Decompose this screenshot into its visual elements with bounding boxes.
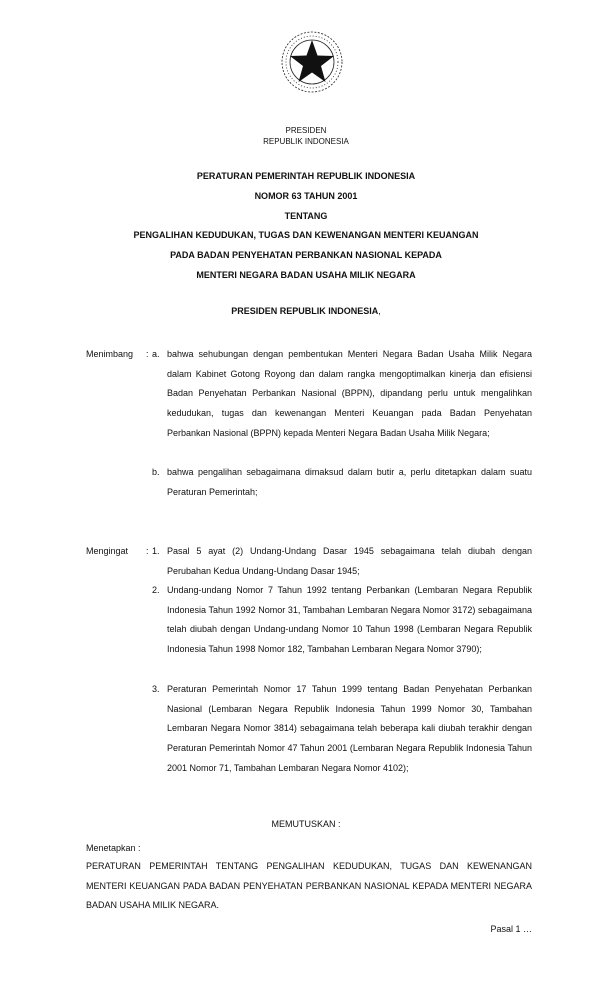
menimbang-label: Menimbang <box>86 349 134 359</box>
title-line: NOMOR 63 TAHUN 2001 <box>254 190 358 201</box>
title-line: PENGALIHAN KEDUDUKAN, TUGAS DAN KEWENANGAN MENTERI KEUANGAN <box>133 230 479 241</box>
title-line: PADA BADAN PENYEHATAN PERBANKAN NASIONAL KEPADA <box>170 250 442 261</box>
document-title <box>0 167 612 286</box>
colon: : <box>146 546 149 556</box>
menetapkan-text: PERATURAN PEMERINTAH TENTANG PENGALIHAN KEDUDUKAN, TUGAS DAN KEWENANGAN MENTERI KEUANGAN PADA BADAN PENYEHATAN PERBANKAN NASIONAL KEPADA MENTERI NEGARA BADAN USAHA MILIK NEGARA. <box>86 861 532 911</box>
item-text: bahwa pengalihan sebagaimana dimaksud dalam butir a, perlu ditetapkan dalam suatu Peraturan Pemerintah; <box>167 467 532 497</box>
colon: : <box>146 349 149 359</box>
mengingat-label: Mengingat <box>86 546 129 556</box>
header-presiden: PRESIDEN <box>285 126 327 135</box>
item-text: bahwa sehubungan dengan pembentukan Menteri Negara Badan Usaha Milik Negara dalam Kabinet Gotong Royong dan dalam rangka mengoptimalkan kinerja dan efisiensi Badan Penyehatan Perbankan Nasional (BPPN), dipandang perlu untuk mengalihkan kedudukan, tugas dan kewenangan Menteri Keuangan pada Badan Penyehatan Perbankan Nasional (BPPN) kepada Menteri Negara Badan Usaha Milik Negara; <box>167 349 532 438</box>
item-marker: 2. <box>152 585 160 595</box>
title-line: MENTERI NEGARA BADAN USAHA MILIK NEGARA <box>196 269 416 280</box>
item-marker: 1. <box>152 546 160 556</box>
list-item <box>152 680 532 779</box>
menetapkan-label: Menetapkan : <box>86 843 141 853</box>
item-marker: b. <box>152 467 160 477</box>
title-line: PERATURAN PEMERINTAH REPUBLIK INDONESIA <box>196 171 416 181</box>
item-text: Pasal 5 ayat (2) Undang-Undang Dasar 1945 sebagaimana telah diubah dengan Perubahan Kedua Undang-Undang Dasar 1945; <box>167 546 532 576</box>
list-item <box>152 542 532 581</box>
list-item <box>152 463 532 502</box>
garuda-emblem <box>277 26 347 102</box>
header-republik: REPUBLIK INDONESIA <box>263 137 349 146</box>
item-marker: a. <box>152 349 160 359</box>
issuer-name: PRESIDEN REPUBLIK INDONESIA <box>231 306 379 316</box>
item-text: Undang-undang Nomor 7 Tahun 1992 tentang Perbankan (Lembaran Negara Republik Indonesia Tahun 1992 Nomor 31, Tambahan Lembaran Negara Nomor 3172) sebagaimana telah diubah dengan Undang-undang Nomor 10 Tahun 1998 (Lembaran Negara Republik Indonesia Tahun 1998 Nomor 182, Tambahan Lembaran Negara Nomor 3790); <box>167 585 532 655</box>
title-line: TENTANG <box>284 210 328 221</box>
list-item <box>152 581 532 660</box>
item-marker: 3. <box>152 684 160 694</box>
issuer <box>0 306 612 316</box>
list-item <box>152 345 532 444</box>
memutuskan-heading: MEMUTUSKAN : <box>271 819 341 829</box>
page-continuation: Pasal 1 … <box>490 924 532 934</box>
issuer-suffix: , <box>378 306 381 316</box>
item-text: Peraturan Pemerintah Nomor 17 Tahun 1999 tentang Badan Penyehatan Perbankan Nasional (Lembaran Negara Republik Indonesia Tahun 1999 Nomor 30, Tambahan Lembaran Negara Nomor 3814) sebagaimana telah beberapa kali diubah terakhir dengan Peraturan Pemerintah Nomor 47 Tahun 2001 (Lembaran Negara Republik Indonesia Tahun 2001 Nomor 71, Tambahan Lembaran Negara Nomor 4102); <box>167 684 532 773</box>
